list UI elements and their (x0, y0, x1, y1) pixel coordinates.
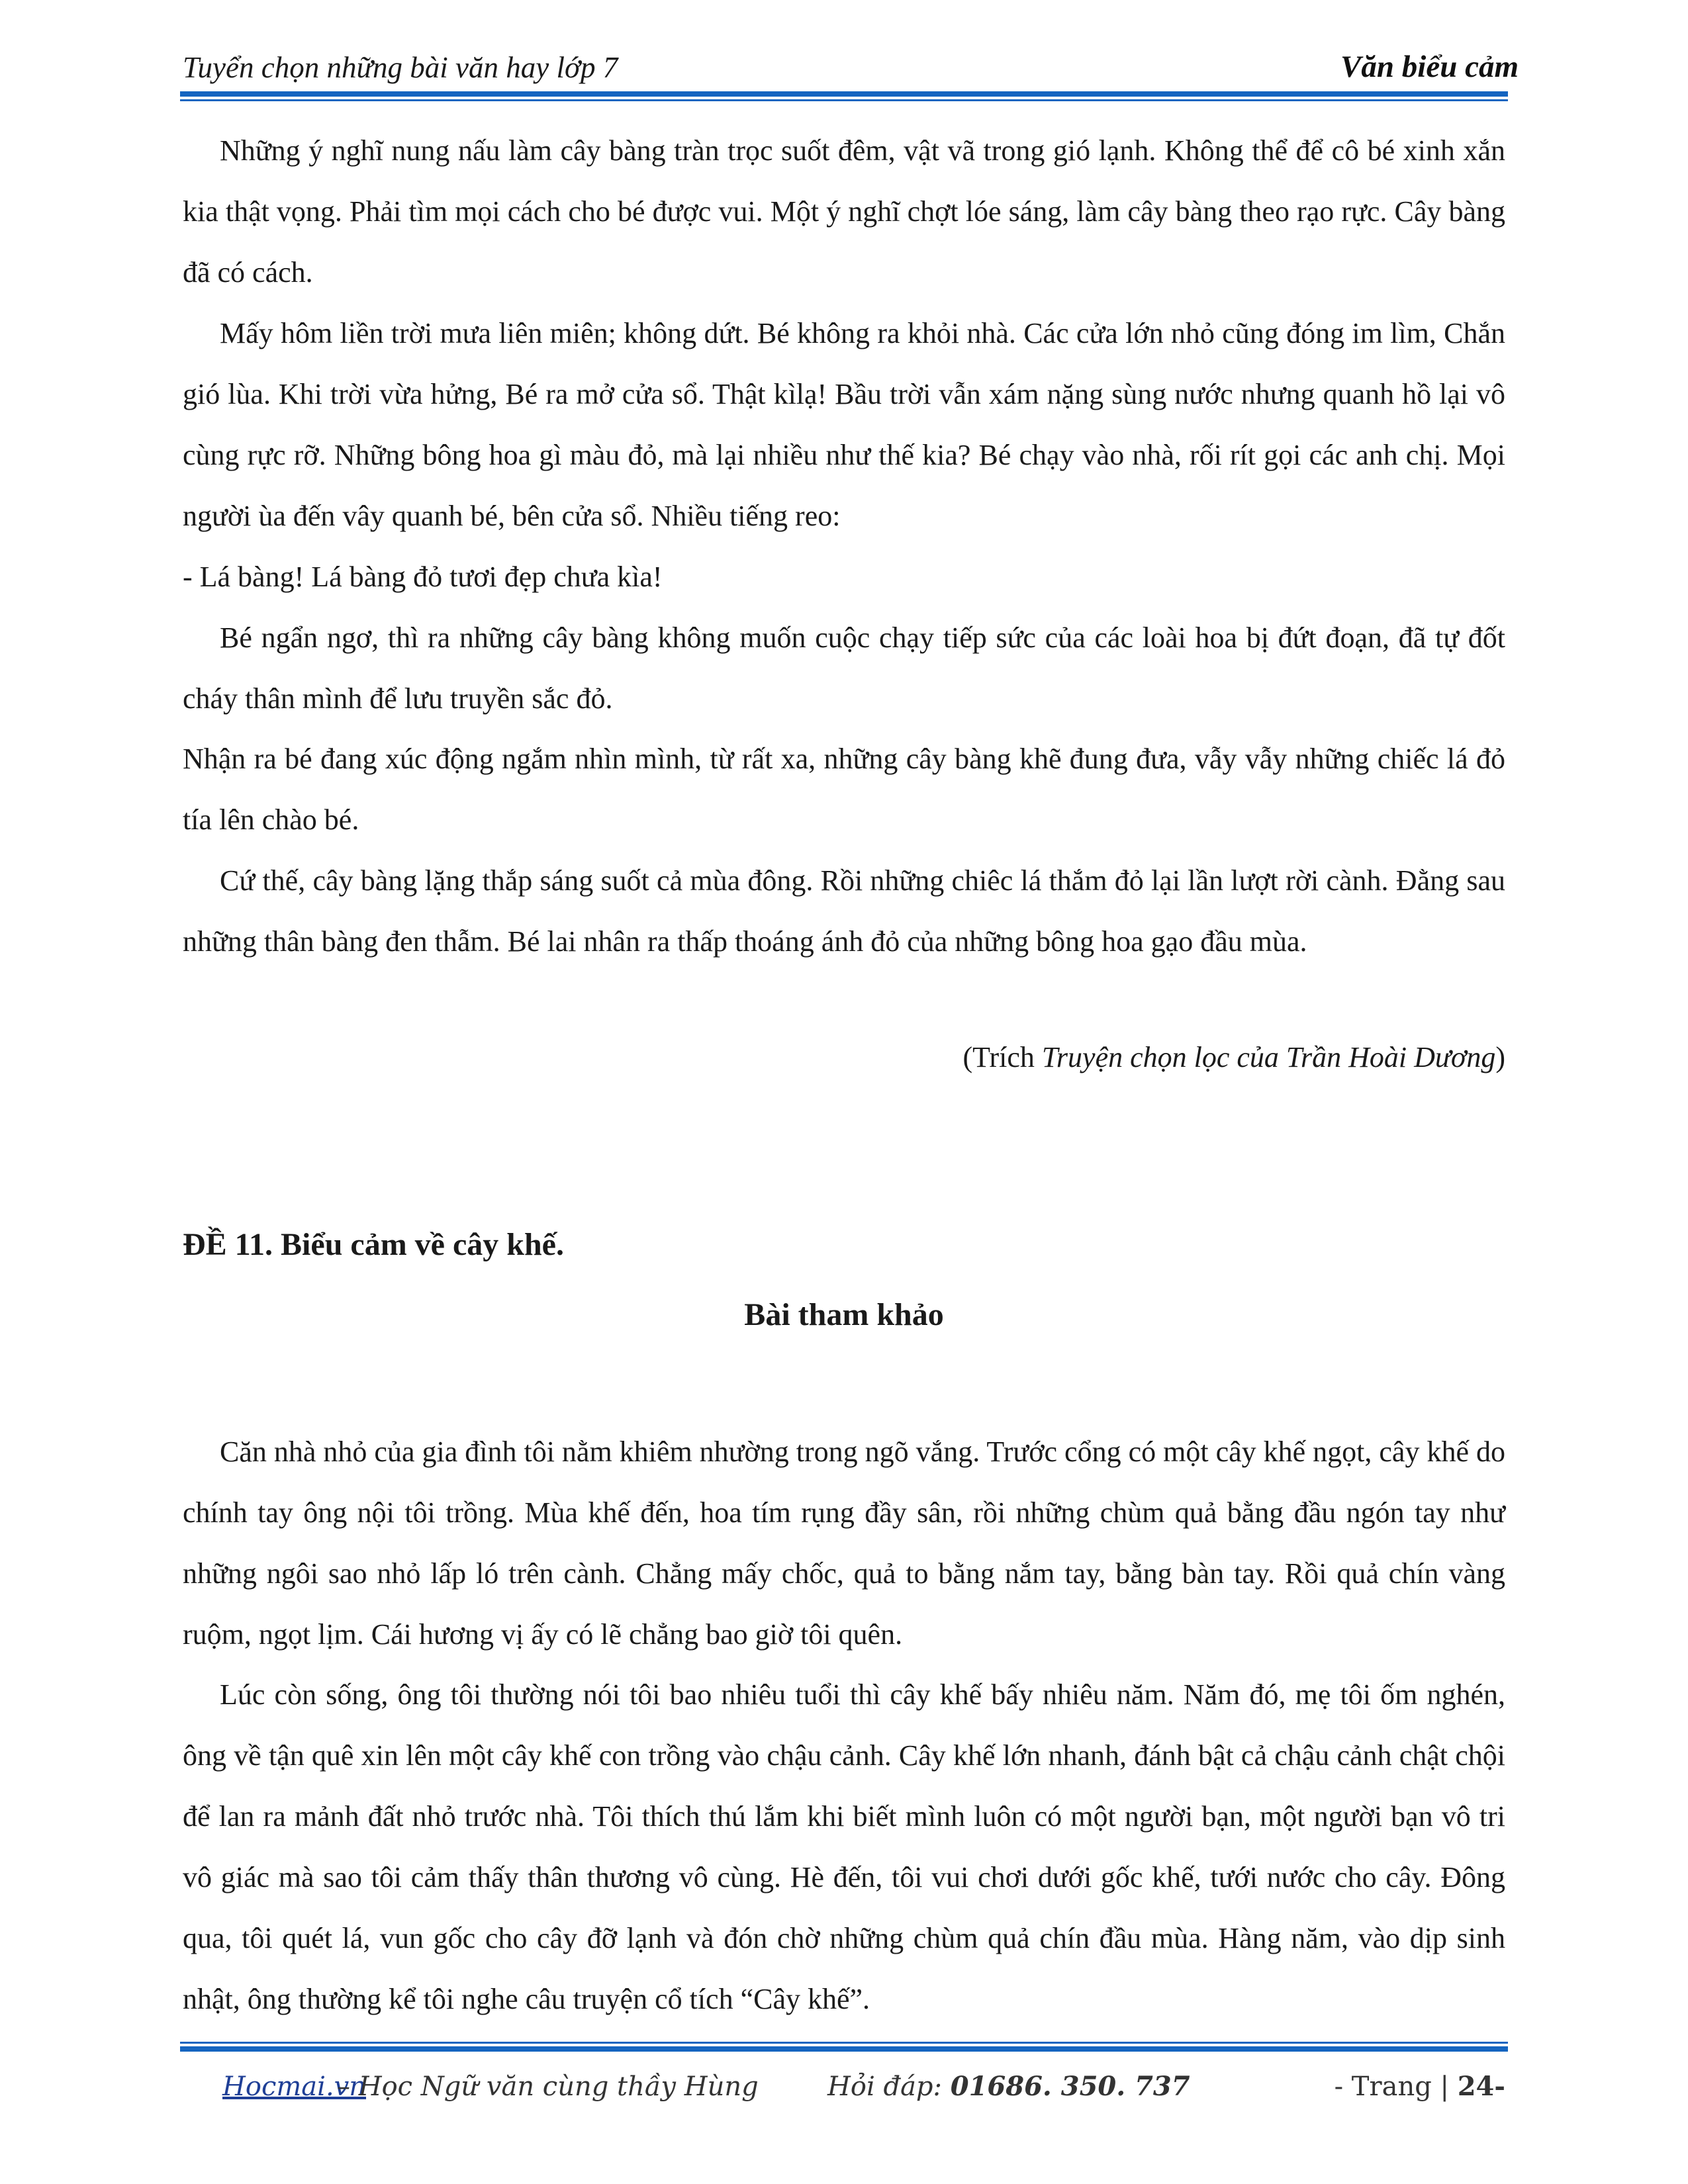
citation-source: Truyện chọn lọc của Trần Hoài Dương (1041, 1041, 1496, 1073)
citation-prefix: (Trích (962, 1041, 1042, 1073)
page-suffix: - (1494, 2071, 1505, 2102)
citation-suffix: ) (1495, 1041, 1505, 1073)
footer-hotline (827, 2070, 1190, 2103)
page-number: 24 (1457, 2071, 1495, 2102)
footer-course: – Học Ngữ văn cùng thầy Hùng (337, 2071, 759, 2102)
passage-exclamation: - Lá bàng! Lá bàng đỏ tươi đẹp chưa kìa! (183, 561, 663, 593)
footer-site-link[interactable]: Hocmai.vn (222, 2071, 367, 2102)
page-prefix: - Trang | (1334, 2071, 1458, 2102)
passage-paragraph: Bé ngẩn ngơ, thì ra những cây bàng không muốn cuộc chạy tiếp sức của các loài hoa bị đứt đoạn, đã tự đốt cháy thân mình để lưu truyền sắc đỏ. (183, 621, 1505, 715)
header-genre: Văn biểu cảm (1340, 50, 1519, 84)
footer-rule (180, 2046, 1508, 2052)
footer-page-number (1335, 2070, 1505, 2103)
essay-paragraph: Lúc còn sống, ông tôi thường nói tôi bao nhiêu tuổi thì cây khế bấy nhiêu năm. Năm đó, mẹ tôi ốm nghén, ông về tận quê xin lên một cây khế con trồng vào chậu cảnh. Cây khế lớn nhanh, đánh bật cả chậu cảnh chật chội để lan ra mảnh đất nhỏ trước nhà. Tôi thích thú lắm khi biết mình luôn có một người bạn, một người bạn vô tri vô giác mà sao tôi cảm thấy thân thương vô cùng. Hè đến, tôi vui chơi dưới gốc khế, tưới nước cho cây. Đông qua, tôi quét lá, vun gốc cho cây đỡ lạnh và đón chờ những chùm quả chín đầu mùa. Hàng năm, vào dịp sinh nhật, ông thường kể tôi nghe câu truyện cổ tích “Cây khế”. (183, 1678, 1505, 2015)
passage-paragraph: Những ý nghĩ nung nấu làm cây bàng tràn trọc suốt đêm, vật vã trong gió lạnh. Không thể để cô bé xinh xắn kia thật vọng. Phải tìm mọi cách cho bé được vui. Một ý nghĩ chợt lóe sáng, làm cây bàng theo rạo rực. Cây bàng đã có cách. (183, 134, 1505, 289)
header-rule (180, 91, 1508, 97)
footer-hotline-number: 01686. 350. 737 (950, 2071, 1190, 2102)
passage-paragraph: Cứ thế, cây bàng lặng thắp sáng suốt cả mùa đông. Rồi những chiêc lá thắm đỏ lại lần lượt rời cành. Đằng sau những thân bàng đen thẫm. Bé lai nhân ra thấp thoáng ánh đỏ của những bông hoa gạo đầu mùa. (183, 864, 1505, 958)
essay-paragraph: Căn nhà nhỏ của gia đình tôi nằm khiêm nhường trong ngõ vắng. Trước cổng có một cây khế ngọt, cây khế do chính tay ông nội tôi trồng. Mùa khế đến, hoa tím rụng đầy sân, rồi những chùm quả bằng đầu ngón tay như những ngôi sao nhỏ lấp ló trên cành. Chẳng mấy chốc, quả to bằng nắm tay, bằng bàn tay. Rồi quả chín vàng ruộm, ngọt lịm. Cái hương vị ấy có lẽ chẳng bao giờ tôi quên. (183, 1435, 1505, 1651)
passage-paragraph: Nhận ra bé đang xúc động ngắm nhìn mình, từ rất xa, những cây bàng khẽ đung đưa, vẫy vẫy những chiếc lá đỏ tía lên chào bé. (183, 743, 1505, 836)
reference-heading: Bài tham khảo (744, 1297, 944, 1332)
footer-rule-thin (180, 2042, 1508, 2044)
header-book-title: Tuyển chọn những bài văn hay lớp 7 (183, 51, 618, 84)
citation (962, 1038, 1505, 1077)
header-rule-thin (180, 99, 1508, 101)
passage-paragraph: Mấy hôm liền trời mưa liên miên; không dứt. Bé không ra khỏi nhà. Các cửa lớn nhỏ cũng đóng im lìm, Chắn gió lùa. Khi trời vừa hửng, Bé ra mở cửa sổ. Thật kìlạ! Bầu trời vẫn xám nặng sùng nước nhưng quanh hồ lại vô cùng rực rỡ. Những bông hoa gì màu đỏ, mà lại nhiều như thế kia? Bé chạy vào nhà, rối rít gọi các anh chị. Mọi người ùa đến vây quanh bé, bên cửa sổ. Nhiều tiếng reo: (183, 317, 1505, 532)
footer-hotline-label: Hỏi đáp: (827, 2071, 951, 2102)
exercise-title: ĐỀ 11. Biểu cảm về cây khế. (183, 1227, 564, 1262)
